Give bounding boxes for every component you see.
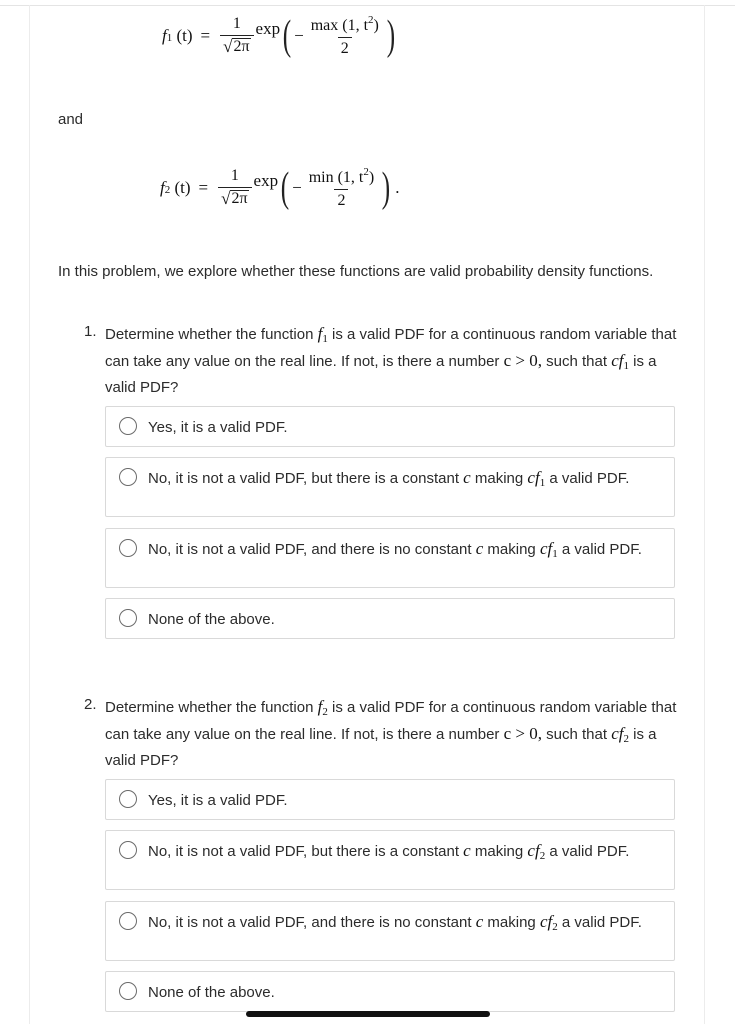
radio-button[interactable] <box>119 539 137 557</box>
q1-option-yes[interactable]: Yes, it is a valid PDF. <box>105 406 675 447</box>
radio-button[interactable] <box>119 468 137 486</box>
q2-option-no-with-constant[interactable]: No, it is not a valid PDF, but there is a constant c making cf2 a valid PDF. <box>105 830 675 890</box>
radio-button[interactable] <box>119 982 137 1000</box>
question-1-text: Determine whether the function f1 is a valid PDF for a continuous random variable that can take any value on the real line. If not, is there a number c > 0, such that cf1 is a valid PDF? <box>105 324 677 396</box>
top-divider <box>0 0 735 6</box>
question-number: 1. <box>84 323 97 340</box>
equation-f2: f 2 (t) = 1 √ 2π exp ( − $\frac{\min (1, t^2)}{2}$ ) . <box>160 165 400 211</box>
radio-button[interactable] <box>119 912 137 930</box>
question-2-text: Determine whether the function f2 is a valid PDF for a continuous random variable that can take any value on the real line. If not, is there a number c > 0, such that cf2 is a valid PDF? <box>105 697 677 769</box>
q1-option-no-with-constant[interactable]: No, it is not a valid PDF, but there is a constant c making cf1 a valid PDF. <box>105 457 675 517</box>
radio-button[interactable] <box>119 417 137 435</box>
left-border <box>29 5 30 1024</box>
exponent-fraction: $\frac{\max (1, t^2)}{2}$ <box>310 14 379 57</box>
coefficient-fraction: 1 √ 2π <box>220 15 253 57</box>
radio-button[interactable] <box>119 609 137 627</box>
radio-button[interactable] <box>119 790 137 808</box>
equation-f1: f 1 (t) = 1 √ 2π exp ( − $\frac{\max (1, t^2)}{2}$ ) <box>162 13 396 59</box>
connector-text: and <box>58 111 84 128</box>
question-number: 2. <box>84 696 97 713</box>
radio-button[interactable] <box>119 841 137 859</box>
q2-option-none[interactable]: None of the above. <box>105 971 675 1012</box>
intro-paragraph: In this problem, we explore whether these functions are valid probability density functions. <box>58 263 654 280</box>
home-indicator[interactable] <box>246 1011 490 1017</box>
coefficient-fraction: 1 √ 2π <box>218 167 251 209</box>
q2-option-no-without-constant[interactable]: No, it is not a valid PDF, and there is no constant c making cf2 a valid PDF. <box>105 901 675 961</box>
q1-option-none[interactable]: None of the above. <box>105 598 675 639</box>
exponent-fraction: $\frac{\min (1, t^2)}{2}$ <box>308 166 375 209</box>
q2-option-yes[interactable]: Yes, it is a valid PDF. <box>105 779 675 820</box>
q1-option-no-without-constant[interactable]: No, it is not a valid PDF, and there is no constant c making cf1 a valid PDF. <box>105 528 675 588</box>
right-border <box>704 5 705 1024</box>
